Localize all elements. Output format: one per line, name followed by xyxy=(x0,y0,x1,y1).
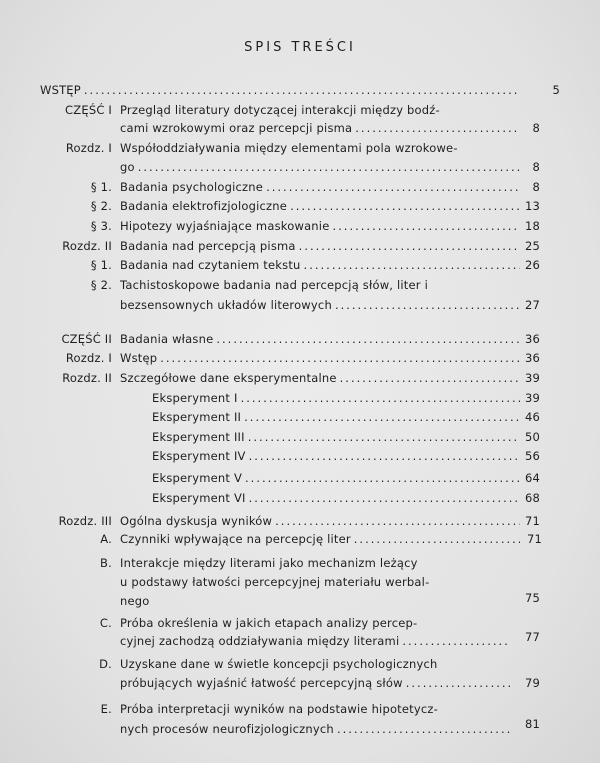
toc-entry xyxy=(0,82,600,99)
toc-entry xyxy=(0,513,600,530)
dot-leader xyxy=(266,179,520,196)
toc-entry-prefix: A. xyxy=(100,532,112,546)
toc-entry-line: Badania nad czytaniem tekstu xyxy=(120,258,301,272)
toc-entry-line: Badania nad percepcją pisma xyxy=(120,239,296,253)
toc-entry-line: Badania psychologiczne xyxy=(120,180,264,194)
dot-leader xyxy=(245,470,520,487)
toc-entry xyxy=(0,140,600,157)
toc-entry-continuation xyxy=(0,159,600,176)
toc-page-number: 77 xyxy=(524,630,540,644)
toc-entry xyxy=(0,448,600,465)
dot-leader xyxy=(340,370,520,387)
toc-entry-line: Szczegółowe dane eksperymentalne xyxy=(120,371,337,385)
toc-page-number: 26 xyxy=(524,258,540,272)
toc-entry-line: Próba określenia w jakich etapach analizy percep- xyxy=(120,616,418,630)
toc-entry-line: Eksperyment VI xyxy=(152,491,246,505)
toc-entry xyxy=(0,490,600,507)
toc-page-number: 8 xyxy=(532,121,540,135)
toc-entry xyxy=(0,179,600,196)
toc-page-number: 64 xyxy=(524,471,540,485)
toc-entry-line: Interakcje między literami jako mechanizm leżący xyxy=(120,556,418,570)
dot-leader xyxy=(290,198,520,215)
toc-entry-prefix: § 1. xyxy=(90,258,112,272)
dot-leader xyxy=(249,490,520,507)
toc-entry xyxy=(0,102,600,119)
toc-entry xyxy=(0,390,600,407)
toc-page-number: 8 xyxy=(532,180,540,194)
toc-page-number: 27 xyxy=(524,298,540,312)
dot-leader xyxy=(332,218,520,235)
toc-entry-line: nych procesów neurofizjologicznych xyxy=(120,722,334,736)
toc-entry-prefix: § 1. xyxy=(90,180,112,194)
toc-entry-line: Przegląd literatury dotyczącej interakcji między bodź- xyxy=(120,103,440,117)
dot-leader xyxy=(138,159,520,176)
toc-entry-prefix: C. xyxy=(99,616,112,630)
toc-entry-continuation xyxy=(0,120,600,137)
page-title: SPIS TREŚCI xyxy=(244,40,356,55)
toc-page-number: 25 xyxy=(524,239,540,253)
toc-entry-line: bezsensownych układów literowych xyxy=(120,298,332,312)
toc-page-number: 13 xyxy=(524,199,540,213)
toc-page-number: 18 xyxy=(524,219,540,233)
toc-entry-line: go xyxy=(120,160,135,174)
toc-page-number: 8 xyxy=(532,160,540,174)
toc-entry-line: Badania własne xyxy=(120,332,214,346)
toc-entry-line: nego xyxy=(120,594,150,608)
toc-page-number: 36 xyxy=(524,351,540,365)
toc-page-number: 50 xyxy=(524,430,540,444)
dot-leader xyxy=(241,390,520,407)
toc-entry-line: Próba interpretacji wyników na podstawie hipotetycz- xyxy=(120,702,438,716)
dot-leader xyxy=(244,409,520,426)
toc-entry xyxy=(0,257,600,274)
toc-page-number: 68 xyxy=(524,491,540,505)
toc-page-number: 71 xyxy=(526,532,542,546)
toc-entry-prefix: § 3. xyxy=(90,219,112,233)
toc-entry xyxy=(0,409,600,426)
dot-leader xyxy=(84,82,520,99)
toc-entry-line: Uzyskane dane w świetle koncepcji psychologicznych xyxy=(120,657,438,671)
toc-page-number: 46 xyxy=(524,410,540,424)
toc-page-number: 81 xyxy=(524,717,540,731)
dot-leader xyxy=(355,120,520,137)
dot-leader xyxy=(304,257,520,274)
toc-entry-line: Badania elektrofizjologiczne xyxy=(120,199,288,213)
toc-entry xyxy=(0,198,600,215)
toc-entry-line: Ogólna dyskusja wyników xyxy=(120,514,273,528)
toc-entry-prefix: CZĘŚĆ II xyxy=(61,332,112,346)
toc-entry-prefix: § 2. xyxy=(90,278,112,292)
toc-page-number: 56 xyxy=(524,449,540,463)
toc-entry-prefix: § 2. xyxy=(90,199,112,213)
toc-entry xyxy=(0,238,600,255)
toc-entry-line: Współoddziaływania między elementami pola wzrokowe- xyxy=(120,141,458,155)
toc-entry-line: Eksperyment III xyxy=(152,430,245,444)
toc-entry-prefix: Rozdz. I xyxy=(65,141,112,155)
toc-entry-prefix: CZĘŚĆ I xyxy=(65,103,112,117)
toc-entry-line: u podstawy łatwości percepcyjnej materiału werbal- xyxy=(120,575,430,589)
toc-entry-line: Hipotezy wyjaśniające maskowanie xyxy=(120,219,330,233)
dot-leader xyxy=(249,448,520,465)
toc-page-number: 75 xyxy=(524,591,540,605)
toc-entry xyxy=(0,350,600,367)
toc-entry-prefix: D. xyxy=(99,657,112,671)
toc-entry-prefix: B. xyxy=(100,556,112,570)
toc-page-number: 36 xyxy=(524,332,540,346)
toc-entry-line: Tachistoskopowe badania nad percepcją słów, liter i xyxy=(120,278,428,292)
toc-entry-line: cami wzrokowymi oraz percepcji pisma xyxy=(120,121,353,135)
toc-page-number: 79 xyxy=(524,676,540,690)
toc-entry-continuation xyxy=(0,675,600,692)
dot-leader xyxy=(275,513,520,530)
toc-entry-line: cyjnej zachodzą oddziaływania między literami xyxy=(120,634,400,648)
dot-leader xyxy=(335,297,520,314)
toc-entry xyxy=(0,555,600,572)
toc-entry-line: Eksperyment IV xyxy=(152,449,246,463)
toc-entry xyxy=(0,370,600,387)
toc-entry-line: Wstęp xyxy=(120,351,158,365)
dot-leader xyxy=(160,350,520,367)
toc-entry-prefix: Rozdz. III xyxy=(58,514,112,528)
dot-leader xyxy=(354,531,520,548)
toc-entry xyxy=(0,331,600,348)
toc-page-row xyxy=(0,629,600,646)
toc-entry-continuation xyxy=(0,574,600,591)
toc-entry-line: Czynniki wpływające na percepcję liter xyxy=(120,532,351,546)
dot-leader xyxy=(248,429,520,446)
toc-entry-line: Eksperyment V xyxy=(152,471,243,485)
toc-page-row xyxy=(0,716,600,733)
dot-leader xyxy=(406,675,510,692)
toc-page-number: 39 xyxy=(524,391,540,405)
toc-entry-prefix: Rozdz. I xyxy=(65,351,112,365)
toc-entry-line: Eksperyment II xyxy=(152,410,242,424)
dot-leader xyxy=(216,331,520,348)
toc-page-number: 39 xyxy=(524,371,540,385)
toc-entry-continuation xyxy=(0,297,600,314)
toc-entry-prefix: E. xyxy=(100,702,112,716)
toc-entry-prefix: Rozdz. II xyxy=(62,239,112,253)
toc-entry xyxy=(0,429,600,446)
toc-entry xyxy=(0,656,600,673)
toc-page-row xyxy=(0,590,600,607)
toc-entry-prefix: Rozdz. II xyxy=(62,371,112,385)
toc-page-number: 5 xyxy=(552,83,560,97)
toc-entry-line: Eksperyment I xyxy=(152,391,238,405)
toc-entry-line: próbujących wyjaśnić łatwość percepcyjną słów xyxy=(120,676,403,690)
toc-entry xyxy=(0,218,600,235)
toc-entry xyxy=(0,470,600,487)
dot-leader xyxy=(299,238,520,255)
toc-page-number: 71 xyxy=(524,514,540,528)
toc-entry-label: WSTĘP xyxy=(40,83,81,97)
toc-entry xyxy=(0,277,600,294)
toc-entry xyxy=(0,531,600,548)
